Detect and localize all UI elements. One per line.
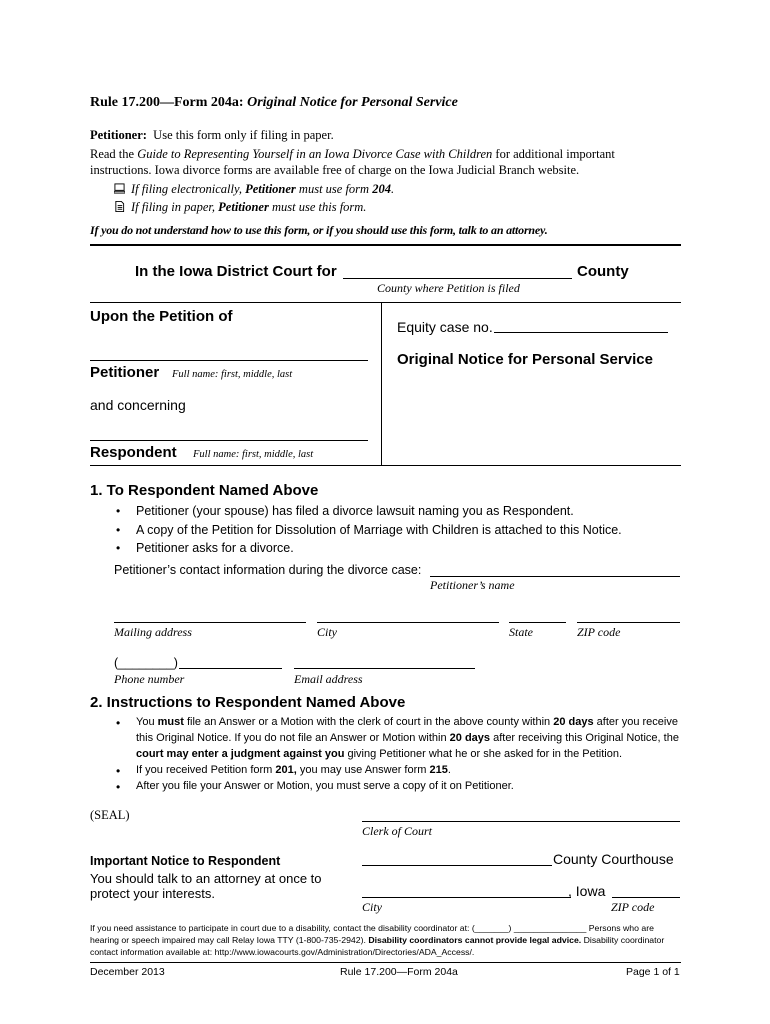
ada-line2 — [90, 935, 664, 945]
section1-heading: 1. To Respondent Named Above — [90, 482, 319, 499]
efile-end: . — [390, 182, 395, 196]
equity-case-label: Equity case no. — [397, 319, 493, 335]
petitioner-name-field[interactable] — [90, 360, 368, 361]
email-caption: Email address — [294, 672, 363, 686]
bullet: • — [116, 716, 121, 730]
s2-bullet-1-line3 — [136, 748, 622, 760]
computer-icon — [114, 183, 125, 194]
upon-petition: Upon the Petition of — [90, 308, 233, 325]
read-rest: for additional important — [492, 147, 615, 161]
ada-line3: contact information available at: http://www.iowacourts.gov/Administration/Directories/ADA_Access/. — [90, 947, 475, 957]
caption-top-rule — [90, 302, 681, 303]
and-concerning: and concerning — [90, 397, 186, 413]
text: If you received Petition form — [136, 764, 276, 776]
s1-bullet-3: Petitioner asks for a divorce. — [136, 541, 294, 555]
petitioner-text: Use this form only if filing in paper. — [153, 128, 334, 142]
bullet: • — [116, 541, 121, 555]
zip-field[interactable] — [577, 622, 680, 623]
courthouse-label: County Courthouse — [553, 851, 674, 867]
s2-bullet-2 — [136, 764, 451, 776]
petitioner-label: Petitioner: — [90, 128, 147, 142]
text: 20 days — [449, 732, 491, 744]
respondent-label: Respondent — [90, 444, 177, 461]
zip-caption: ZIP code — [611, 900, 655, 914]
city-caption: City — [362, 900, 382, 914]
seal-label: (SEAL) — [90, 808, 130, 822]
footer-date: December 2013 — [90, 966, 165, 978]
text: court may enter a judgment against you — [136, 748, 345, 760]
caption-divider — [381, 302, 382, 465]
attorney-note: If you do not understand how to use this form, or if you should use this form, talk to an attorney. — [90, 223, 548, 237]
phone-caption: Phone number — [114, 672, 185, 686]
contact-label: Petitioner’s contact information during the divorce case: — [114, 563, 422, 577]
courthouse-zip-field[interactable] — [612, 897, 680, 898]
notice-title: Original Notice for Personal Service — [397, 351, 653, 368]
bullet: • — [116, 764, 121, 778]
respondent-hint: Full name: first, middle, last — [193, 449, 314, 460]
courthouse-county-field[interactable] — [362, 865, 552, 866]
paper-petitioner: Petitioner — [218, 200, 269, 214]
bullet: • — [116, 523, 121, 537]
text: 20 days — [553, 716, 594, 728]
important-notice-line2: protect your interests. — [90, 886, 215, 901]
paper-note — [114, 200, 366, 215]
text: 201, — [275, 764, 297, 776]
court-suffix: County — [577, 263, 629, 280]
footer-rule — [90, 962, 681, 963]
text: must — [157, 716, 184, 728]
document-icon — [114, 201, 125, 212]
text: Disability coordinators cannot provide legal advice. — [368, 935, 582, 945]
petitioner-contact-name-field[interactable] — [430, 576, 680, 577]
petitioner-hint: Full name: first, middle, last — [172, 369, 293, 380]
form-title: Original Notice for Personal Service — [247, 95, 458, 110]
s2-bullet-1-line2 — [136, 732, 679, 744]
section2-heading: 2. Instructions to Respondent Named Above — [90, 694, 406, 711]
clerk-signature-field[interactable] — [362, 821, 680, 822]
mailing-address-field[interactable] — [114, 622, 306, 623]
text: this Original Notice. If you do not file an Answer or Motion within — [136, 732, 450, 744]
equity-case-field[interactable] — [494, 332, 668, 333]
email-field[interactable] — [294, 668, 475, 669]
footer-rule-number: Rule 17.200—Form 204a — [340, 966, 458, 978]
state-caption: State — [509, 625, 533, 639]
rule-number: Rule 17.200—Form 204a: — [90, 95, 248, 110]
clerk-caption: Clerk of Court — [362, 824, 433, 838]
text: giving Petitioner what he or she asked for in the Petition. — [344, 748, 623, 760]
efile-note — [114, 182, 394, 197]
ada-line1: If you need assistance to participate in court due to a disability, contact the disability coordinator at: (_______) _______________ Persons who are — [90, 923, 654, 933]
text: file an Answer or a Motion with the clerk of court in the above county within — [183, 716, 554, 728]
text: Disability coordinator — [581, 935, 665, 945]
footer-page: Page 1 of 1 — [626, 966, 680, 978]
divider — [90, 244, 681, 246]
important-notice-line1: You should talk to an attorney at once to — [90, 871, 322, 886]
efile-form: 204 — [372, 182, 391, 196]
city-caption: City — [317, 625, 337, 639]
s2-bullet-3: After you file your Answer or Motion, you must serve a copy of it on Petitioner. — [136, 780, 514, 792]
petitioner-instruction — [90, 128, 334, 143]
paper-pre: If filing in paper, — [131, 200, 219, 214]
text: 215 — [429, 764, 448, 776]
city-field[interactable] — [317, 622, 499, 623]
text: you may use Answer form — [296, 764, 430, 776]
text: hearing or speech impaired may call Relay Iowa TTY (1-800-735-2942). — [90, 935, 369, 945]
bullet: • — [116, 504, 121, 518]
mailing-caption: Mailing address — [114, 625, 192, 639]
guide-line — [90, 147, 615, 162]
petitioner-label: Petitioner — [90, 364, 160, 381]
paper-end: must use this form. — [268, 200, 367, 214]
s1-bullet-2: A copy of the Petition for Dissolution of Marriage with Children is attached to this Notice. — [136, 523, 622, 537]
efile-petitioner: Petitioner — [245, 182, 296, 196]
county-field[interactable] — [343, 278, 572, 279]
text: You — [136, 716, 158, 728]
s2-bullet-1-line1 — [136, 716, 678, 728]
s1-bullet-1: Petitioner (your spouse) has filed a divorce lawsuit naming you as Respondent. — [136, 504, 574, 518]
text: after receiving this Original Notice, the — [490, 732, 679, 744]
phone-area-code: (________) — [114, 656, 178, 670]
caption-bottom-rule — [90, 465, 681, 466]
respondent-name-field[interactable] — [90, 440, 368, 441]
iowa-label: , Iowa — [568, 883, 606, 899]
zip-caption: ZIP code — [577, 625, 621, 639]
form-header — [90, 95, 458, 111]
court-prefix: In the Iowa District Court for — [135, 263, 337, 280]
read-the: Read the — [90, 147, 138, 161]
state-field[interactable] — [509, 622, 566, 623]
efile-pre: If filing electronically, — [131, 182, 246, 196]
phone-field[interactable] — [179, 668, 282, 669]
text: after you receive — [593, 716, 678, 728]
instructions-line: instructions. Iowa divorce forms are available free of charge on the Iowa Judicial Branch website. — [90, 163, 580, 177]
petitioner-name-caption: Petitioner’s name — [430, 578, 515, 592]
important-notice-heading: Important Notice to Respondent — [90, 854, 281, 868]
courthouse-city-field[interactable] — [362, 897, 571, 898]
county-caption: County where Petition is filed — [377, 281, 520, 295]
efile-mid: must use form — [295, 182, 373, 196]
bullet: • — [116, 780, 121, 794]
text: . — [447, 764, 451, 776]
guide-title: Guide to Representing Yourself in an Iowa Divorce Case with Children — [137, 147, 493, 161]
